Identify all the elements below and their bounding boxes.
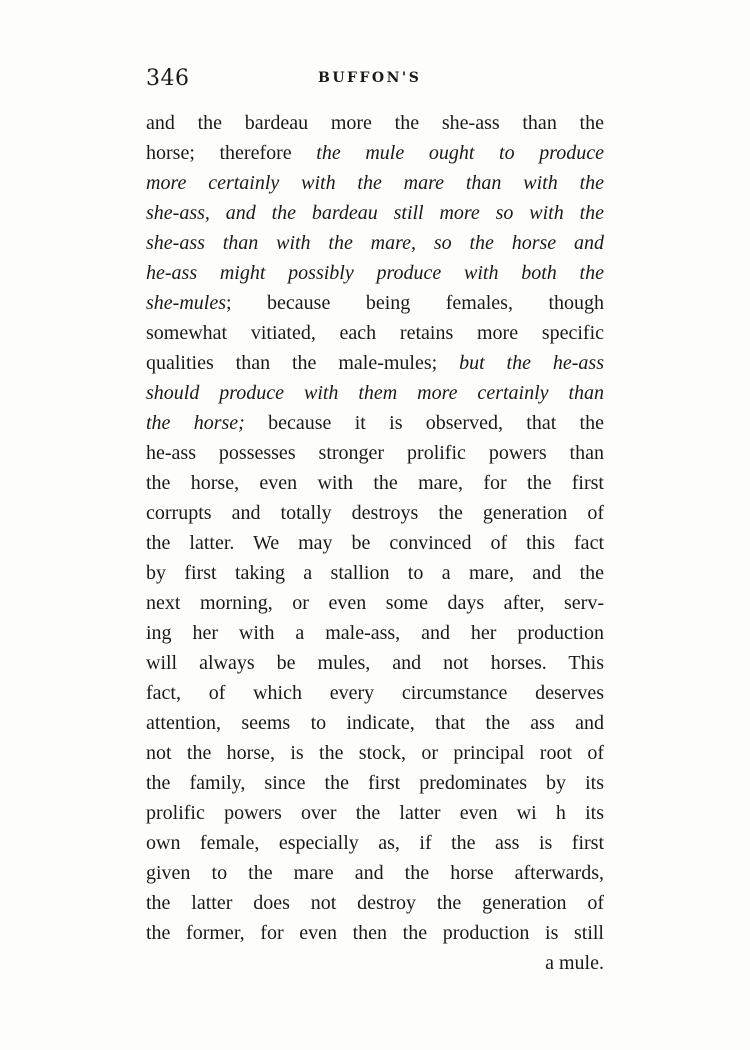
italic-text: she-mules (146, 292, 226, 314)
italic-text: she-ass than with the mare, so the horse and (146, 232, 604, 254)
text-segment: he-ass possesses stronger prolific powers than (146, 442, 604, 464)
text-segment: the former, for even then the production is still (146, 922, 604, 944)
text-segment: and the bardeau more the she-ass than the (146, 112, 604, 134)
text-line (146, 648, 604, 678)
text-line (146, 558, 604, 588)
text-segment: horse; therefore (146, 142, 317, 164)
text-segment: prolific powers over the latter even wi h its (146, 802, 604, 824)
text-segment: because it is observed, that the (244, 412, 604, 434)
text-segment: a mule. (545, 952, 604, 974)
text-segment: ing her with a male-ass, and her production (146, 622, 604, 644)
text-line (146, 108, 604, 138)
text-line (146, 438, 604, 468)
text-segment: corrupts and totally destroys the generation of (146, 502, 604, 524)
text-line (146, 468, 604, 498)
text-line (146, 198, 604, 228)
italic-text: but the he-ass (459, 352, 604, 374)
text-segment: attention, seems to indicate, that the ass and (146, 712, 604, 734)
text-line (146, 138, 604, 168)
italic-text: the mule ought to produce (316, 142, 604, 164)
text-line (146, 258, 604, 288)
text-segment: next morning, or even some days after, serv- (146, 592, 604, 614)
text-line (146, 588, 604, 618)
text-line (146, 738, 604, 768)
text-line (146, 768, 604, 798)
italic-text: more certainly with the mare than with the (146, 172, 604, 194)
text-line (146, 888, 604, 918)
text-segment: the horse, even with the mare, for the first (146, 472, 604, 494)
italic-text: the horse; (146, 412, 245, 434)
text-segment: given to the mare and the horse afterwards, (146, 862, 604, 884)
text-segment: the latter does not destroy the generation of (146, 892, 604, 914)
text-line (146, 918, 604, 948)
text-segment: somewhat vitiated, each retains more specific (146, 322, 604, 344)
text-line (146, 678, 604, 708)
text-line (146, 408, 604, 438)
body-text (146, 108, 604, 978)
text-segment: qualities than the male-mules; (146, 352, 460, 374)
text-line (146, 348, 604, 378)
text-line (146, 498, 604, 528)
text-line (146, 948, 604, 978)
text-line (146, 318, 604, 348)
italic-text: she-ass, and the bardeau still more so with the (146, 202, 604, 224)
text-segment: by first taking a stallion to a mare, and the (146, 562, 604, 584)
italic-text: he-ass might possibly produce with both the (146, 262, 604, 284)
text-segment: own female, especially as, if the ass is first (146, 832, 604, 854)
text-line (146, 798, 604, 828)
text-line (146, 288, 604, 318)
text-line (146, 858, 604, 888)
text-line (146, 378, 604, 408)
text-segment: the latter. We may be convinced of this fact (146, 532, 604, 554)
text-segment: not the horse, is the stock, or principal root of (146, 742, 604, 764)
running-head: BUFFON'S (318, 70, 422, 86)
text-segment: ; because being females, though (225, 292, 604, 314)
text-segment: fact, of which every circumstance deserves (146, 682, 604, 704)
text-line (146, 168, 604, 198)
page-number: 346 (146, 66, 190, 91)
text-line (146, 828, 604, 858)
text-line (146, 228, 604, 258)
text-segment: will always be mules, and not horses. This (146, 652, 604, 674)
italic-text: should produce with them more certainly than (146, 382, 604, 404)
text-line (146, 708, 604, 738)
text-segment: the family, since the first predominates by its (146, 772, 604, 794)
text-line (146, 618, 604, 648)
text-line (146, 528, 604, 558)
